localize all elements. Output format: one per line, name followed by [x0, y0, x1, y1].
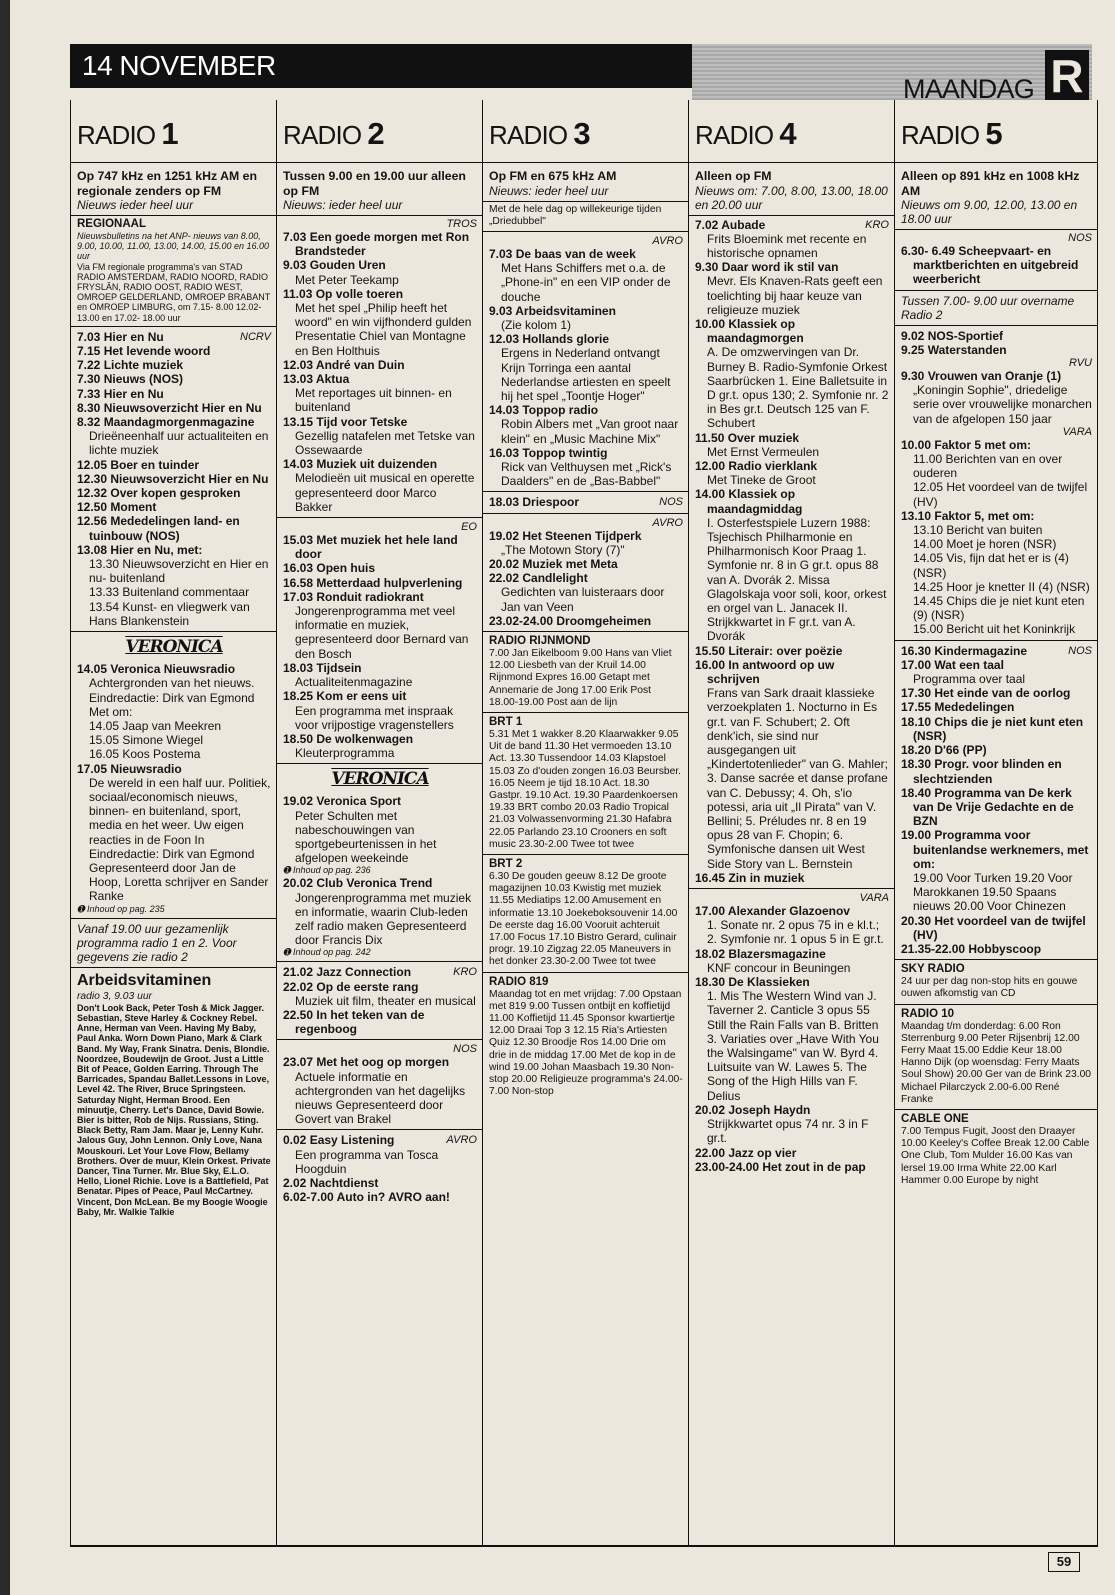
program-entry: 22.50 In het teken van de regenboog	[283, 1007, 425, 1037]
veronica-logo: VERONICA	[331, 769, 429, 790]
brt1-title: BRT 1	[489, 716, 523, 728]
program-entry: 18.20 D'66 (PP)	[901, 743, 987, 758]
broadcaster-avro: AVRO	[652, 234, 683, 247]
program-entry: 22.02 Candlelight Gedichten van luisteraars door Jan van Veen	[489, 571, 665, 614]
program-entry: 21.02 Jazz Connection	[283, 965, 412, 980]
arbeidsvitaminen-sub: radio 3, 9.03 uur	[77, 990, 152, 1002]
program-entry: 11.50 Over muziek Met Ernst Vermeulen	[695, 430, 820, 459]
program-entry: 12.56 Mededelingen land- en tuinbouw (NOS)	[77, 514, 240, 543]
regional-title: REGIONAAL	[77, 218, 146, 230]
date-bar	[70, 44, 692, 88]
program-entry: 15.00 Bericht uit het Koninkrijk	[913, 622, 1076, 637]
broadcaster-nos: NOS	[1068, 232, 1092, 244]
date-label: 14 NOVEMBER	[82, 50, 276, 81]
program-entry: 14.05 Vis, fijn dat het er is (4) (NSR)	[913, 551, 1069, 580]
radio5-column	[894, 100, 1098, 1545]
radio1-frequency: Op 747 kHz en 1251 kHz AM en regionale zenders op FM	[77, 169, 257, 198]
program-entry: Met om:	[89, 704, 133, 719]
program-entry: 12.03 Hollands glorie Ergens in Nederland ontvangt Krijn Torringa een aantal Nederlandse artiesten en speelt hij het spel „Toontje Hoger"	[489, 332, 671, 403]
program-entry: 16.45 Zin in muziek	[695, 870, 805, 885]
program-entry: 22.00 Jazz op vier	[695, 1145, 797, 1160]
program-entry: 11.00 Berichten van en over ouderen	[913, 452, 1063, 481]
joint-program-notice: Vanaf 19.00 uur gezamenlijk programma radio 1 en 2. Voor gegevens zie radio 2	[77, 921, 237, 964]
program-entry: 20.02 Club Veronica Trend Jongerenprogramma met muziek en informatie, waarin Club-leden zelf radio maken Gepresenteerd door Francis Dix	[283, 876, 472, 948]
radio4-heading: RADIO 4	[689, 100, 894, 163]
broadcaster-avro: AVRO	[652, 516, 683, 529]
cable-one-title: CABLE ONE	[901, 1112, 969, 1125]
radio1-news-note: Nieuws ieder heel uur	[71, 198, 276, 216]
program-entry: 14.25 Hoor je knetter II (4) (NSR)	[913, 579, 1090, 594]
program-entry: 9.25 Waterstanden	[901, 342, 1007, 357]
arbeidsvitaminen-title: Arbeidsvitaminen	[77, 971, 212, 989]
program-entry: 0.02 Easy Listening Een programma van Tosca Hoogduin	[283, 1133, 439, 1176]
program-entry: 7.30 Nieuws (NOS)	[77, 372, 184, 387]
program-entry: 20.02 Muziek met Meta	[489, 556, 618, 571]
broadcaster-tros: TROS	[446, 218, 477, 230]
radio10-title: RADIO 10	[901, 1007, 955, 1020]
program-entry: 17.00 Wat een taal Programma over taal	[901, 657, 1026, 687]
program-entry: 23.00-24.00 Het zout in de pap	[695, 1159, 866, 1174]
program-entry: 13.10 Faktor 5, met om:	[901, 508, 1035, 523]
program-entry: 13.54 Kunst- en vliegwerk van Hans Blankenstein	[89, 599, 250, 628]
program-entry: 18.03 Tijdsein Actualiteitenmagazine	[283, 660, 413, 690]
program-entry: 12.05 Het voordeel van de twijfel (HV)	[913, 480, 1088, 509]
program-entry: 16.03 Toppop twintig Rick van Velthuysen met „Rick's Daalders" en de „Bas-Babbel"	[489, 445, 672, 489]
inhoud-note: ➊ Inhoud op pag. 235	[77, 903, 165, 914]
broadcaster-nos: NOS	[453, 1043, 477, 1056]
program-entry: 17.05 Nieuwsradio De wereld in een half uur. Politiek, sociaal/economisch nieuws, binnen- en buitenland, sport, media en het weer. Uw eigen reacties in de Foon In Eindredactie: Dirk van Egmond	[77, 761, 271, 861]
program-entry: 7.33 Hier en Nu	[77, 386, 164, 401]
brt1-schedule: 5.31 Met 1 wakker 8.20 Klaarwakker 9.05 Uit de band 11.30 Het vermoeden 13.10 Act. 13.30 Tussendoor 14.03 Klapstoel 15.03 Zo d'ouden zongen 16.03 Beursber. 16.05 Neem je tijd 18.10 Act. 18.30 Gastpr. 19.10 Act. 19.30 Paardenkoersen 19.33 BRT combo 20.03 Radio Tropical 21.03 Volwassenvorming 21.30 Hafabra 22.05 Parlando 23.10 Crooners en soft music 23.30-2.00 Twee tot twee	[489, 729, 682, 850]
program-entry: 16.30 Kindermagazine	[901, 643, 1028, 658]
program-entry: 17.00 Alexander Glazoenov 1. Sonate nr. 2 opus 75 in e kl.t.; 2. Symfonie nr. 1 opus 5 in E gr.t.	[695, 904, 884, 947]
page-number: 59	[1048, 1552, 1080, 1572]
program-entry: 18.03 Driespoor NOS	[489, 495, 683, 510]
program-entry: 13.15 Tijd voor Tetske Gezellig natafelen met Tetske van Ossewaarde	[283, 414, 475, 458]
program-entry: 9.03 Arbeidsvitaminen (Zie kolom 1)	[489, 303, 616, 332]
radio-section-letter: R	[1045, 50, 1089, 100]
program-entry: Gepresenteerd door Jan de Hoop, Loretta schrijver en Sander Ranke	[89, 860, 269, 904]
program-entry: 18.40 Programma van De kerk van De Vrije Gedachte en de BZN	[901, 785, 1074, 829]
program-entry: 7.03 Hier en Nu	[77, 329, 164, 344]
program-entry: 17.30 Het einde van de oorlog	[901, 686, 1071, 701]
radio3-heading: RADIO 3	[483, 100, 688, 163]
program-entry: 9.03 Gouden Uren Met Peter Teekamp	[283, 258, 399, 287]
program-entry: 20.02 Joseph Haydn Strijkkwartet opus 74 nr. 3 in F gr.t.	[695, 1102, 869, 1146]
radio4-frequency: Alleen op FM	[695, 169, 772, 183]
radio819-title: RADIO 819	[489, 975, 549, 988]
program-entry: 18.25 Kom er eens uit Een programma met inspraak voor vrijpostige vragenstellers	[283, 689, 454, 732]
program-entry: 13.03 Aktua Met reportages uit binnen- en buitenland	[283, 372, 452, 415]
radio10-schedule: Maandag t/m donderdag: 6.00 Ron Sterrenburg 9.00 Peter Rijsenbrij 12.00 Ferry Maat 15.00 Eddie Keur 18.00 Hanno Dijk (op woensdag: Ferry Maats Soul Show) 20.00 Ger van de Brink 23.00 Michael Pilarczyck 2.00-6.00 René Franke	[901, 1020, 1092, 1105]
radio819-schedule: Maandag tot en met vrijdag: 7.00 Opstaan met 819 9.00 Tussen ontbijt en koffietijd 11.00 Koffietijd 11.45 Sponsor kwartiertje 12.00 Draai Top 3 12.15 Ria's Artiesten Quiz 12.30 Broodje Ros 14.00 Drie om drie in de middag 17.00 Met de kop in de wind 19.00 Johan Maasbach 19.30 Non-stop 20.00 Religieuze programma's 24.00-7.00 Non-stop	[489, 988, 683, 1098]
inhoud-note: ➊ Inhoud op pag. 242	[283, 947, 371, 958]
program-entry: 6.30- 6.49 Scheepvaart- en marktberichten en uitgebreid weerbericht	[901, 244, 1079, 287]
rijnmond-title: RADIO RIJNMOND	[489, 634, 591, 647]
program-entry: 2.02 Nachtdienst	[283, 1175, 379, 1190]
radio2-news-note: Nieuws: ieder heel uur	[277, 198, 482, 216]
program-entry: 9.02 NOS-Sportief	[901, 328, 1004, 343]
program-entry: 7.15 Het levende woord	[77, 344, 211, 359]
broadcaster-eo: EO	[461, 521, 477, 534]
program-entry: 13.08 Hier en Nu, met: 13.30 Nieuwsoverzicht en Hier en nu- buitenland	[77, 542, 269, 586]
program-entry: 12.30 Nieuwsoverzicht Hier en Nu	[77, 471, 269, 486]
program-entry: 12.32 Over kopen gesproken	[77, 486, 241, 501]
program-entry: 19.02 Veronica Sport Peter Schulten met nabeschouwingen van sportgebeurtenissen in het afgelopen weekeinde	[283, 794, 437, 866]
sky-radio-schedule: 24 uur per dag non-stop hits en gouwe ouwen afkomstig van CD	[901, 976, 1078, 1000]
broadcaster-nos: NOS	[1068, 644, 1092, 657]
arbeidsvitaminen-playlist: Don't Look Back, Peter Tosh & Mick Jagger. Sebastian, Steve Harley & Cockney Rebel. Anne, Herman van Veen. Having My Baby, Paul Anka. Worn Down Piano, Mark & Clark Band. My Way, Frank Sinatra. Denis, Blondie. Noordzee, Boudewijn de Groot. Just a Little Bit of Peace, Golden Earring. Through The Barricades, Spandau Ballet.Lessons in Love, Level 42. The River, Bruce Springsteen. Saturday Night, Herman Brood. Een minuutje, Cherry. Let's Dance, David Bowie. Bier is bitter, Rob de Nijs. Russians, Sting. Black Betty, Ram Jam. Maar je, Lenny Kuhr. Jalous Guy, John Lennon. Only Love, Nana Mouskouri. Let Your Love Flow, Bellamy Brothers. Over de muur, Klein Orkest. Private Dancer, Tina Turner. Mr. Blue Sky, E.L.O. Hello, Lionel Richie. Love is a Battlefield, Pat Benatar. Pipes of Peace, Paul McCartney. Vincent, Don McLean. Be my Boogie Woogie Baby, Mr. Walkie Talkie	[77, 1002, 271, 1217]
program-entry: 12.50 Moment	[77, 500, 157, 515]
radio1-column	[70, 100, 276, 1545]
rijnmond-schedule: 7.00 Jan Eikelboom 9.00 Hans van Vliet 12.00 Liesbeth van der Kruil 14.00 Rijnmond Expres 16.00 Getapt met Annemarie de Jong 17.00 Erik Post 18.00-19.00 Post aan de lijn	[489, 647, 672, 708]
program-entry: 12.05 Boer en tuinder	[77, 457, 200, 472]
program-entry: 11.03 Op volle toeren Met het spel „Philip heeft het woord" en win vijfhonderd gulden Presentatie Chiel van Montagne en Ben Holthuis	[283, 286, 472, 358]
program-entry: 14.03 Muziek uit duizenden Melodieën uit musical en operette gepresenteerd door Marco Bakker	[283, 457, 475, 514]
radio3-frequency: Op FM en 675 kHz AM	[489, 169, 617, 183]
program-entry: 16.05 Koos Postema	[89, 747, 201, 762]
program-entry: 17.03 Ronduit radiokrant Jongerenprogramma met veel informatie en muziek, gepresenteerd door Bernard van den Bosch	[283, 589, 469, 661]
program-entry: 18.10 Chips die je niet kunt eten (NSR)	[901, 714, 1084, 743]
broadcaster-ncrv: NCRV	[240, 330, 271, 343]
program-entry: 10.00 Faktor 5 met om:	[901, 437, 1032, 452]
program-entry: 20.30 Het voordeel van de twijfel (HV)	[901, 913, 1086, 942]
radio3-news-note: Nieuws: ieder heel uur	[483, 184, 688, 202]
program-entry: 13.33 Buitenland commentaar	[89, 585, 250, 600]
broadcaster-kro: KRO	[453, 966, 477, 979]
radio2-column	[276, 100, 482, 1545]
program-entry: 16.00 In antwoord op uw schrijven Frans van Sark draait klassieke verzoekplaten 1. Nocturno in Es gr.t. van F. Schubert; 2. Oft denk'ich, sie sind nur ausgegangen uit „Kindertotenlieder" van G. Mahler; 3. Danse sacrée et danse profane van C. Debussy; 4. Oh, s'io potessi, aria uit „Il Pirata" van V. Bellini; 5. Préludes nr. 8 en 19 opus 28 van F. Chopin; 6. Symfonische dansen uit West Side Story van L. Bernstein	[695, 657, 889, 871]
radio5-frequency: Alleen op 891 kHz en 1008 kHz AM	[901, 169, 1080, 198]
radio5-heading: RADIO 5	[895, 100, 1097, 163]
program-entry: 9.30 Daar word ik stil van Mevr. Els Knaven-Rats geeft een toelichting bij haar keuze van religieuze muziek	[695, 260, 883, 317]
overname-notice: Tussen 7.00- 9.00 uur overname Radio 2	[901, 293, 1075, 322]
radio4-news-note: Nieuws om: 7.00, 8.00, 13.00, 18.00 en 20.00 uur	[689, 184, 894, 216]
program-entry: 14.05 Veronica Nieuwsradio Achtergronden van het nieuws. Eindredactie: Dirk van Egmond	[77, 662, 255, 705]
broadcaster-vara: VARA	[1062, 425, 1092, 438]
program-entry: 14.00 Klassiek op maandagmiddag I. Osterfestspiele Luzern 1988: Tsjechisch Philharmonie en Philharmonisch Koor Praag 1. Symfonie nr. 8 in G gr.t. opus 88 van A. Dvorák 2. Missa Glagolskaja voor soli, koor, orkest en orgel van L. Janacek II. Strijkkwartet in F gr.t. van A. Dvorák	[695, 487, 887, 644]
radio4-column	[688, 100, 894, 1545]
program-entry: 17.55 Mededelingen	[901, 700, 1015, 715]
program-entry: 23.02-24.00 Droomgeheimen	[489, 613, 652, 628]
program-entry: 18.30 De Klassieken 1. Mis The Western Wind van J. Taverner 2. Canticle 3 opus 55 Still the Rain Falls van B. Britten 3. Variaties over „Have With You the Walsingame" van W. Byrd 4. Luitsuite van W. Lawes 5. The Song of the High Hills van F. Delius	[695, 975, 879, 1103]
program-entry: 7.03 Een goede morgen met Ron Brandsteder	[283, 230, 470, 259]
radio5-news-note: Nieuws om 9.00, 12.00, 13.00 en 18.00 uur	[895, 198, 1097, 230]
driedubbel-note: Met de hele dag op willekeurige tijden „Driedubbel"	[489, 203, 662, 227]
radio2-heading: RADIO 2	[277, 100, 482, 163]
program-entry: 7.22 Lichte muziek	[77, 358, 184, 373]
program-entry: 16.03 Open huis	[283, 561, 376, 576]
program-entry: 22.02 Op de eerste rang Muziek uit film, theater en musical	[283, 979, 476, 1008]
program-entry: 19.00 Programma voor buitenlandse werknemers, met om: 19.00 Voor Turken 19.20 Voor Marokkanen 19.50 Spaans nieuws 20.00 Voor Chinezen	[901, 828, 1089, 914]
program-entry: 23.07 Met het oog op morgen Actuele informatie en achtergronden van het dagelijks nieuws Gepresenteerd door Govert van Brakel	[283, 1055, 466, 1127]
program-entry: 18.02 Blazersmagazine KNF concour in Beuningen	[695, 946, 851, 975]
program-entry: 8.32 Maandagmorgenmagazine Drieëneenhalf uur actualiteiten en lichte muziek	[77, 415, 269, 458]
program-entry: 12.03 André van Duin	[283, 357, 405, 372]
program-entry: 7.03 De baas van de week Met Hans Schiffers met o.a. de „Phone-in" en een VIP onder de douche	[489, 246, 671, 304]
program-entry: 16.58 Metterdaad hulpverlening	[283, 575, 463, 590]
broadcaster-avro: AVRO	[446, 1134, 477, 1147]
program-entry: 15.50 Literair: over poëzie	[695, 643, 843, 658]
program-entry: 19.02 Het Steenen Tijdperk „The Motown Story (7)"	[489, 528, 642, 557]
cable-one-schedule: 7.00 Tempus Fugit, Joost den Draayer 10.00 Keeley's Coffee Break 12.00 Cable One Club, Tom Mulder 16.00 Kas van lersel 19.00 Irma White 22.00 Karl Hammer 0.00 Europe by night	[901, 1125, 1090, 1186]
program-entry: 15.05 Simone Wiegel	[89, 733, 204, 748]
broadcaster-vara: VARA	[859, 892, 889, 905]
program-entry: 10.00 Klassiek op maandagmorgen A. De omzwervingen van Dr. Burney B. Radio-Symfonie Orkest Saarbrücken 1. Eine Balletsuite in D gr.t. opus 130; 2. Symfonie nr. 2 in Bes gr.t. Deutsch 125 van F. Schubert	[695, 316, 889, 431]
inhoud-note: ➊ Inhoud op pag. 236	[283, 865, 371, 876]
program-entry: 14.45 Chips die je niet kunt eten (9) (NSR)	[913, 594, 1085, 623]
program-entry: 13.10 Bericht van buiten	[913, 523, 1043, 538]
program-entry: 14.00 Moet je horen (NSR)	[913, 537, 1057, 552]
page-edge	[0, 0, 10, 1595]
veronica-logo: VERONICA	[125, 637, 223, 658]
program-entry: 14.05 Jaap van Meekren	[89, 718, 222, 733]
program-entry: 12.00 Radio vierklank Met Tineke de Groot	[695, 458, 818, 488]
program-entry: 6.02-7.00 Auto in? AVRO aan!	[283, 1190, 450, 1205]
day-label: MAANDAG	[903, 74, 1034, 104]
program-entry: 8.30 Nieuwsoverzicht Hier en Nu	[77, 400, 262, 415]
regional-programs: Via FM regionale programma's van STAD RADIO AMSTERDAM, RADIO NOORD, RADIO FRYSLÂN, RADIO OOST, RADIO WEST, OMROEP GELDERLAND, OMROEP BRABANT en OMROEP LIMBURG, om 7.15- 8.00 12.02- 13.00 en 17.02- 18.00 uur	[77, 261, 271, 323]
radio3-column	[482, 100, 688, 1545]
program-entry: 7.02 Aubade Frits Bloemink met recente en historische opnamen	[695, 217, 867, 260]
program-entry: 18.30 Progr. voor blinden en slechtzienden	[901, 757, 1062, 786]
sky-radio-title: SKY RADIO	[901, 963, 965, 976]
program-entry: 9.30 Vrouwen van Oranje (1) „Koningin Sophie", driedelige serie over vrouwelijke monarchen van de afgelopen 150 jaar	[901, 369, 1092, 426]
program-entry: 14.03 Toppop radio Robin Albers met „Van groot naar klein" en „Music Machine Mix"	[489, 403, 679, 446]
broadcaster-rvu: RVU	[1068, 357, 1092, 370]
brt2-title: BRT 2	[489, 858, 523, 871]
broadcaster-kro: KRO	[865, 218, 889, 231]
program-entry: 21.35-22.00 Hobbyscoop	[901, 941, 1042, 956]
radio2-frequency: Tussen 9.00 en 19.00 uur alleen op FM	[283, 169, 466, 198]
bottom-rule	[70, 1545, 1098, 1547]
brt2-schedule: 6.30 De gouden geeuw 8.12 De groote magazijnen 10.03 Kwistig met muziek 11.55 Mediatips 12.00 Amusement en informatie 13.10 Joekeboksouvenir 14.00 De eerste dag 16.00 Vooruit achteruit 17.00 Focus 17.10 Bistro Gerard, culinair progr. 19.10 Zigzag 22.05 Maneuvers in het donker 23.30-2.00 Twee tot twee	[489, 871, 678, 968]
regional-news: Nieuwsbulletins na het ANP- nieuws van 8.00, 9.00, 10.00, 11.00, 13.00, 14.00, 15.00 en 16.00 uur	[77, 231, 269, 262]
program-entry: 18.50 De wolkenwagen Kleuterprogramma	[283, 731, 414, 761]
radio1-heading: RADIO 1	[71, 100, 276, 163]
program-entry: 15.03 Met muziek het hele land door	[283, 533, 458, 562]
